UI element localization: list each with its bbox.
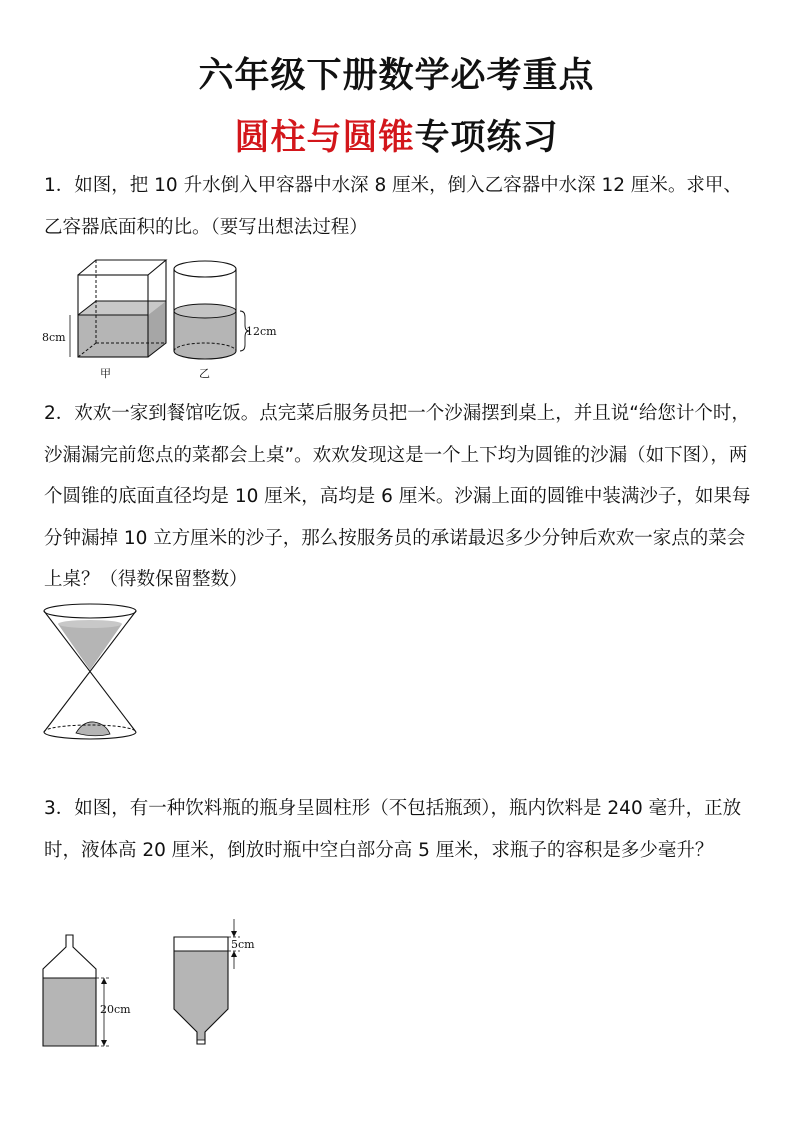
question-3-text: 3．如图，有一种饮料瓶的瓶身呈圆柱形（不包括瓶颈），瓶内饮料是 240 毫升，正放时，液体高 20 厘米，倒放时瓶中空白部分高 5 厘米，求瓶子的容积是多少毫升？ [44,798,742,861]
question-3-figure [38,915,268,1055]
figure-label-20cm: 20cm [100,1003,131,1016]
figure-label-jia: 甲 [100,367,111,380]
figure-label-5cm: 5cm [231,938,255,951]
page-subtitle [0,110,793,160]
question-1-text: 1．如图，把 10 升水倒入甲容器中水深 8 厘米，倒入乙容器中水深 12 厘米。求甲、乙容器底面积的比。（要写出想法过程） [44,175,742,238]
question-2-figure [38,598,148,748]
question-1-figure [40,255,300,380]
figure-label-8cm: 8cm [42,331,66,344]
subtitle-rest: 专项练习 [414,118,559,158]
subtitle-highlight: 圆柱与圆锥 [234,118,415,158]
figure-label-12cm: 12cm [246,325,277,338]
question-2-text: 2．欢欢一家到餐馆吃饭。点完菜后服务员把一个沙漏摆到桌上，并且说“给您计个时，沙漏漏完前您点的菜都会上桌”。欢欢发现这是一个上下均为圆锥的沙漏（如下图），两个圆锥的底面直径均是 10 厘米，高均是 6 厘米。沙漏上面的圆锥中装满沙子，如果每分钟漏掉 10 立方厘米的沙子，那么按服务员的承诺最迟多少分钟后欢欢一家点的菜会上桌？（得数保留整数） [44,403,751,590]
figure-label-yi: 乙 [199,367,210,380]
page-title: 六年级下册数学必考重点 [198,56,595,96]
